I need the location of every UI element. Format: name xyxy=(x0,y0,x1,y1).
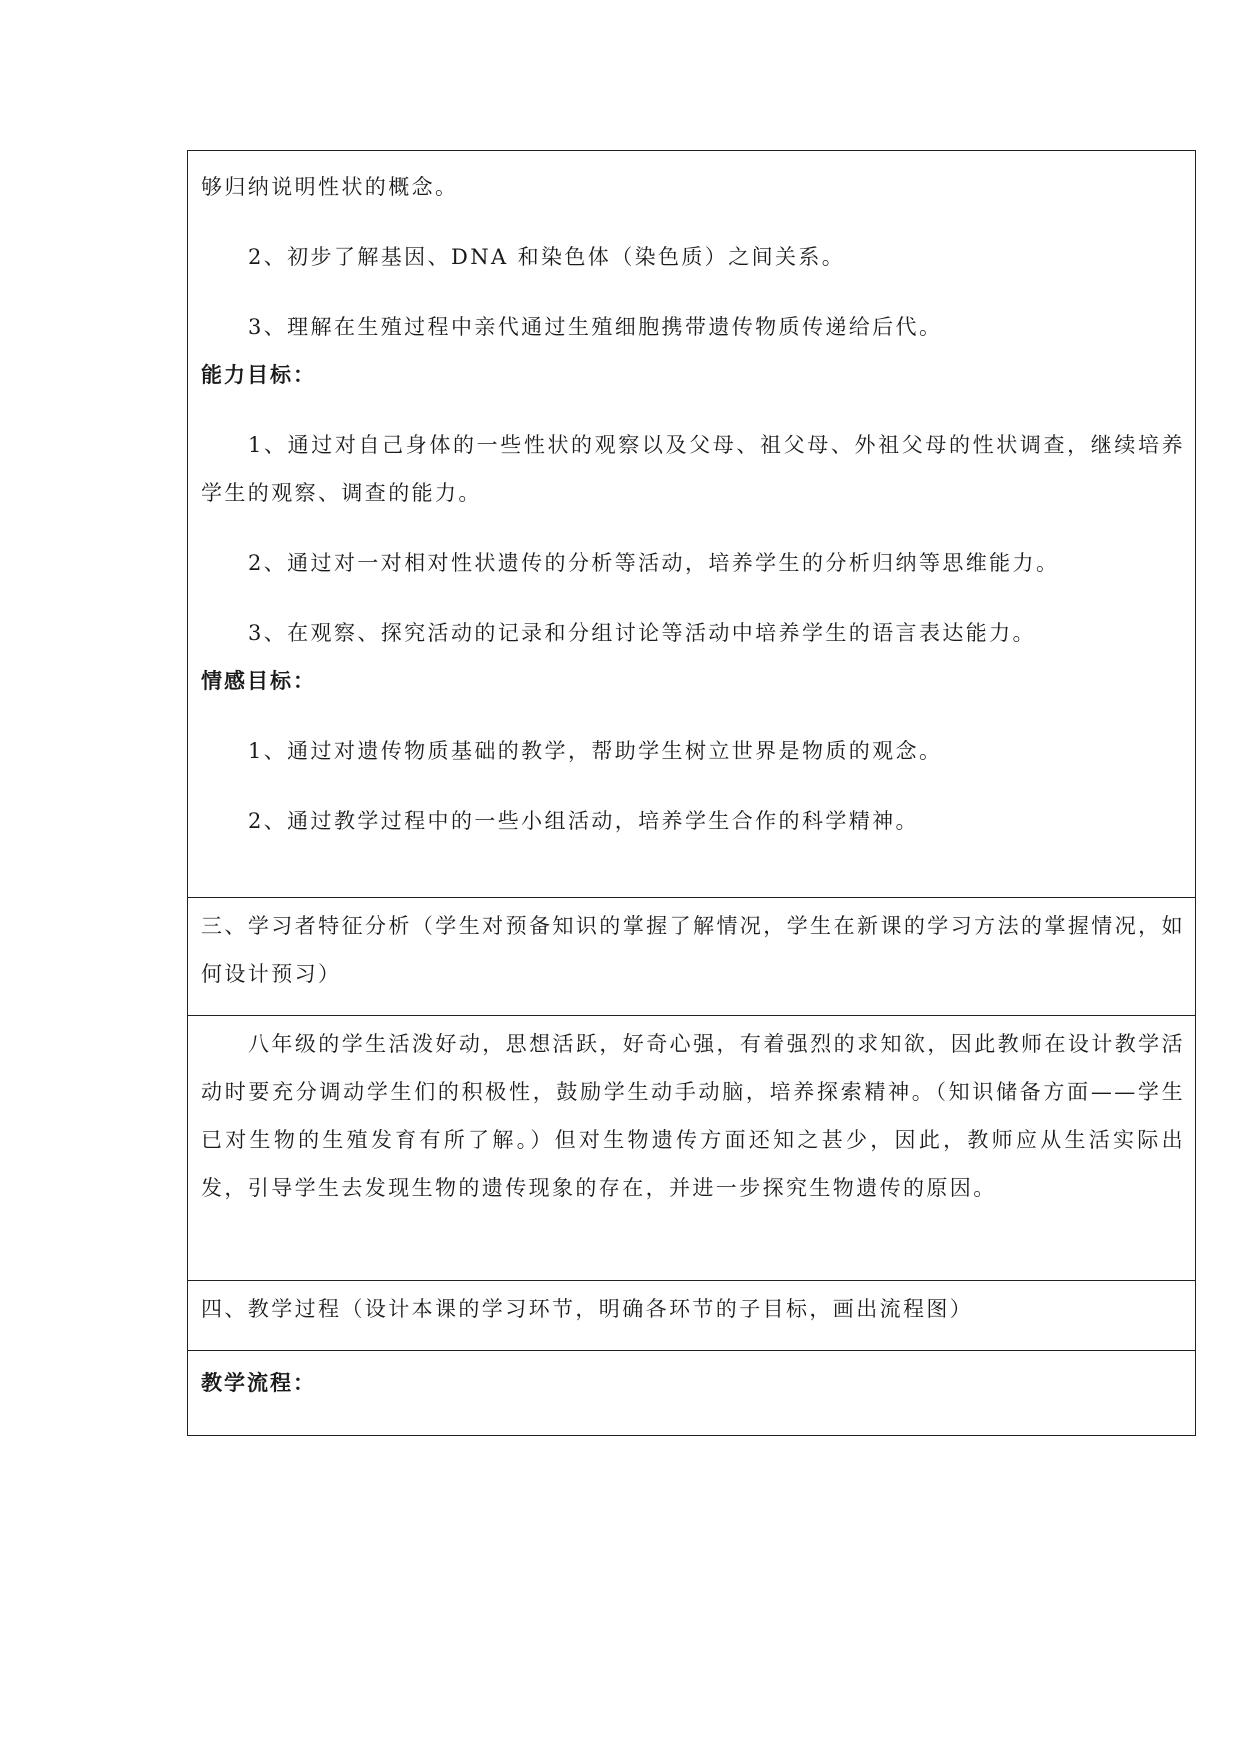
emotion-objectives-heading: 情感目标： xyxy=(201,669,316,693)
learner-analysis-body: 八年级的学生活泼好动，思想活跃，好奇心强，有着强烈的求知欲，因此教师在设计教学活动时要充分调动学生们的积极性，鼓励学生动手动脑，培养探索精神。（知识储备方面——学生已对生物的生殖发育有所了解。）但对生物遗传方面还知之甚少，因此，教师应从生活实际出发，引导学生去发现生物的遗传现象的存在，并进一步探究生物遗传的原因。 xyxy=(201,1032,1185,1200)
lesson-plan-table xyxy=(187,150,1196,1436)
knowledge-objective-item: 3、理解在生殖过程中亲代通过生殖细胞携带遗传物质传递给后代。 xyxy=(248,315,943,339)
learner-analysis-heading-cell xyxy=(188,898,1195,1016)
objectives-cell xyxy=(188,151,1195,898)
ability-objective-item: 2、通过对一对相对性状遗传的分析等活动，培养学生的分析归纳等思维能力。 xyxy=(248,551,1060,575)
knowledge-objective-item: 2、初步了解基因、DNA 和染色体（染色质）之间关系。 xyxy=(248,245,846,269)
teaching-process-heading-cell xyxy=(188,1281,1195,1351)
learner-analysis-heading: 三、学习者特征分析（学生对预备知识的掌握了解情况，学生在新课的学习方法的掌握情况，如何设计预习） xyxy=(201,914,1185,986)
emotion-objective-item: 2、通过教学过程中的一些小组活动，培养学生合作的科学精神。 xyxy=(248,809,919,833)
ability-objectives-heading: 能力目标： xyxy=(201,363,316,387)
teaching-flow-cell xyxy=(188,1351,1195,1435)
knowledge-objective-tail: 够归纳说明性状的概念。 xyxy=(201,175,459,199)
ability-objective-item: 1、通过对自己身体的一些性状的观察以及父母、祖父母、外祖父母的性状调查，继续培养学生的观察、调查的能力。 xyxy=(201,433,1185,505)
emotion-objective-item: 1、通过对遗传物质基础的教学，帮助学生树立世界是物质的观念。 xyxy=(248,739,943,763)
teaching-process-heading: 四、教学过程（设计本课的学习环节，明确各环节的子目标，画出流程图） xyxy=(201,1297,974,1321)
learner-analysis-body-cell xyxy=(188,1016,1195,1281)
teaching-flow-label: 教学流程： xyxy=(201,1371,316,1395)
ability-objective-item: 3、在观察、探究活动的记录和分组讨论等活动中培养学生的语言表达能力。 xyxy=(248,621,1036,645)
